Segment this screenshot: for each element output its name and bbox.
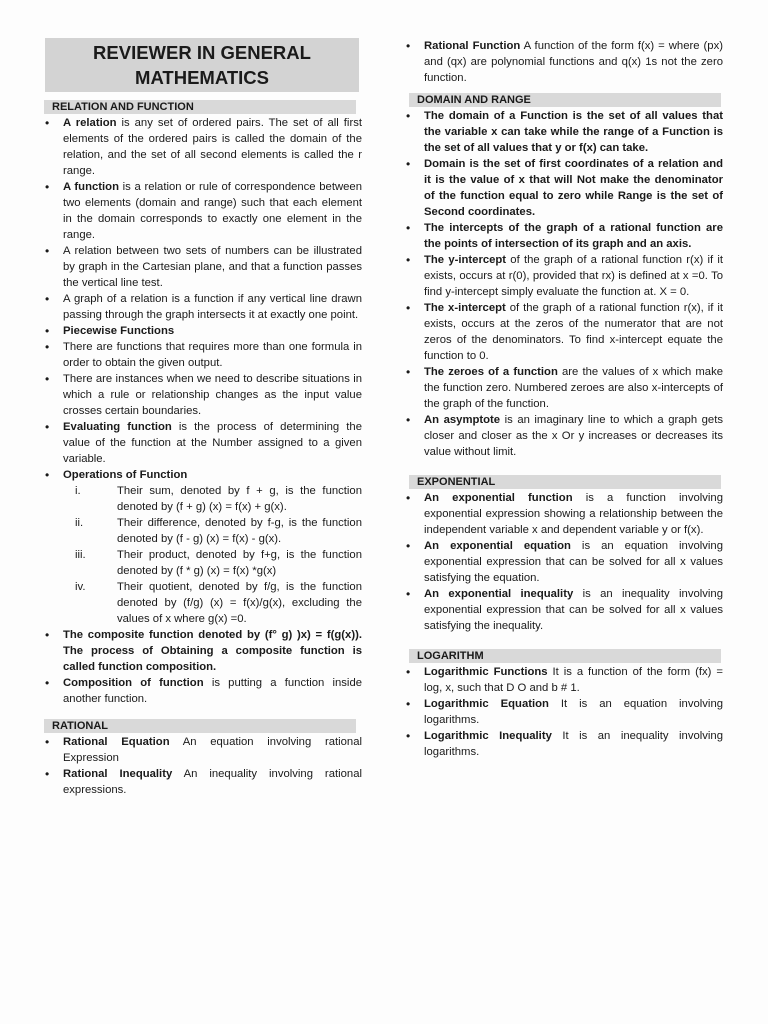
domain-list: [405, 108, 723, 460]
exponential-list: [405, 490, 723, 634]
operation-item: i. Their sum, denoted by f + g, is the function denoted by (f + g) (x) = f(x) + g(x).: [75, 485, 362, 513]
list-item: • An exponential equation is an equation involving exponential expression that can be solved for all x values satisfying the equation.: [405, 538, 723, 586]
section-heading-relation: RELATION AND FUNCTION: [44, 100, 356, 114]
list-item: • An exponential inequality is an inequality involving exponential expression that can be solved for all x values satisfying the inequality.: [405, 586, 723, 634]
list-item: • Composition of function is putting a function inside another function.: [44, 675, 362, 707]
list-item: • Rational Inequality An inequality involving rational expressions.: [44, 766, 362, 798]
list-item: • Logarithmic Functions It is a function of the form (fx) = log, x, such that D O and b # 1.: [405, 664, 723, 696]
list-item: • The y-intercept of the graph of a rational function r(x) if it exists, occurs at r(0), provided that rx) is defined at x =0. To find y-intercept simply evaluate the function at. X = 0.: [405, 252, 723, 300]
list-item: • Rational Function A function of the form f(x) = where (px) and (qx) are polynomial functions and q(x) 1s not the zero function.: [405, 38, 723, 86]
left-column: [44, 38, 362, 798]
list-item: • A relation between two sets of numbers can be illustrated by graph in the Cartesian plane, and that a function passes the vertical line test.: [44, 243, 362, 291]
operation-item: ii. Their difference, denoted by f-g, is the function denoted by (f - g) (x) = f(x) - g(x).: [75, 517, 362, 545]
list-item: • An asymptote is an imaginary line to which a graph gets closer and closer as the x Or y increases or decreases its value without limit.: [405, 412, 723, 460]
list-item: • Evaluating function is the process of determining the value of the function at the Number assigned to a given variable.: [44, 419, 362, 467]
operations-list: [63, 483, 362, 627]
list-item: • There are instances when we need to describe situations in which a rule or relationship changes as the input value crosses certain boundaries.: [44, 371, 362, 419]
list-item: • Piecewise Functions: [44, 323, 362, 339]
list-item: • The zeroes of a function are the values of x which make the function zero. Numbered zeroes are also x-intercepts of the graph of the function.: [405, 364, 723, 412]
list-item: • Domain is the set of first coordinates of a relation and it is the value of x that will Not make the denominator of the function equal to zero while Range is the set of Second coordinates.: [405, 156, 723, 220]
section-heading-domain: DOMAIN AND RANGE: [409, 93, 721, 107]
list-item: • The composite function denoted by (f° g) )x) = f(g(x)). The process of Obtaining a composite function is called function composition.: [44, 627, 362, 675]
list-item: • An exponential function is a function involving exponential expression showing a relationship between the independent variable x and dependent variable y or f(x).: [405, 490, 723, 538]
relation-list: [44, 115, 362, 707]
list-item: • The domain of a Function is the set of all values that the variable x can take while the range of a Function is the set of all values that y or f(x) can take.: [405, 108, 723, 156]
list-item: • A graph of a relation is a function if any vertical line drawn passing through the graph intersects it at exactly one point.: [44, 291, 362, 323]
operation-item: iii. Their product, denoted by f+g, is the function denoted by (f * g) (x) = f(x) *g(x): [75, 549, 362, 577]
section-heading-logarithm: LOGARITHM: [409, 649, 721, 663]
list-item: • Logarithmic Inequality It is an inequality involving logarithms.: [405, 728, 723, 760]
section-heading-rational: RATIONAL: [44, 719, 356, 733]
list-item: • A function is a relation or rule of correspondence between two elements (domain and range) such that each element in the domain corresponds to exactly one element in the range.: [44, 179, 362, 243]
rational-list: [44, 734, 362, 798]
right-column: [405, 38, 723, 760]
list-item: • Operations of Function i. Their sum, denoted by f + g, is the function denoted by (f + g) (x) = f(x) + g(x). ii. Their difference, denoted by f-g, is the function denoted by (f - g) (x) = f(x) - g(x). iii. Their product, denoted by f+g, is the function denoted by (f * g) (x) = f(x) *g(x) iv. Their quotient, denoted by f/g, is the function denoted by (f/g) (x) = f(x)/g(x), excluding the values of x where g(x) =0.: [44, 467, 362, 627]
section-heading-exponential: EXPONENTIAL: [409, 475, 721, 489]
logarithm-list: [405, 664, 723, 760]
list-item: • A relation is any set of ordered pairs. The set of all first elements of the ordered pairs is called the domain of the relation, and the set of all second elements is called the r range.: [44, 115, 362, 179]
list-item: • Logarithmic Equation It is an equation involving logarithms.: [405, 696, 723, 728]
rational-function-list: [405, 38, 723, 86]
operation-item: iv. Their quotient, denoted by f/g, is the function denoted by (f/g) (x) = f(x)/g(x), excluding the values of x where g(x) =0.: [75, 581, 362, 625]
list-item: • The intercepts of the graph of a rational function are the points of intersection of its graph and an axis.: [405, 220, 723, 252]
list-item: • Rational Equation An equation involving rational Expression: [44, 734, 362, 766]
page-title: REVIEWER IN GENERAL MATHEMATICS: [45, 38, 359, 92]
list-item: • There are functions that requires more than one formula in order to obtain the given output.: [44, 339, 362, 371]
list-item: • The x-intercept of the graph of a rational function r(x), if it exists, occurs at the zeros of the numerator that are not zeros of the denominators. To find x-intercept equate the function to 0.: [405, 300, 723, 364]
